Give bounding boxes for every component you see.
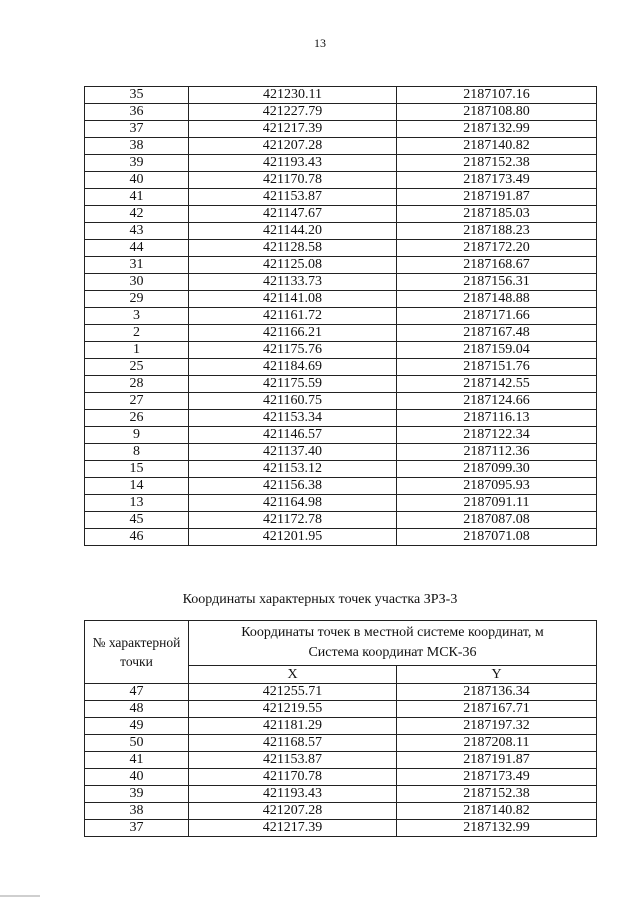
x-coordinate-cell: 421133.73: [189, 274, 397, 291]
x-coordinate-cell: 421170.78: [189, 172, 397, 189]
table-row: [85, 138, 597, 155]
scan-edge-mark: [0, 895, 40, 897]
point-number-cell: 40: [85, 172, 189, 189]
y-coordinate-cell: 2187191.87: [397, 752, 597, 769]
table-row: [85, 104, 597, 121]
y-coordinate-cell: 2187167.48: [397, 325, 597, 342]
x-coordinate-cell: 421153.87: [189, 189, 397, 206]
table-row: [85, 308, 597, 325]
point-number-cell: 8: [85, 444, 189, 461]
x-coordinate-cell: 421164.98: [189, 495, 397, 512]
table-row: [85, 121, 597, 138]
x-coordinate-cell: 421193.43: [189, 786, 397, 803]
y-coordinate-cell: 2187171.66: [397, 308, 597, 325]
point-number-cell: 1: [85, 342, 189, 359]
y-coordinate-cell: 2187142.55: [397, 376, 597, 393]
point-number-cell: 48: [85, 701, 189, 718]
x-coordinate-cell: 421141.08: [189, 291, 397, 308]
header-x: X: [189, 666, 397, 684]
x-coordinate-cell: 421207.28: [189, 138, 397, 155]
table-row: [85, 495, 597, 512]
table-row: [85, 257, 597, 274]
y-coordinate-cell: 2187087.08: [397, 512, 597, 529]
point-number-cell: 14: [85, 478, 189, 495]
point-number-cell: 40: [85, 769, 189, 786]
table-row: [85, 803, 597, 820]
y-coordinate-cell: 2187112.36: [397, 444, 597, 461]
point-number-cell: 3: [85, 308, 189, 325]
x-coordinate-cell: 421201.95: [189, 529, 397, 546]
x-coordinate-cell: 421170.78: [189, 769, 397, 786]
point-number-cell: 31: [85, 257, 189, 274]
y-coordinate-cell: 2187156.31: [397, 274, 597, 291]
x-coordinate-cell: 421184.69: [189, 359, 397, 376]
table-row: [85, 359, 597, 376]
y-coordinate-cell: 2187108.80: [397, 104, 597, 121]
table-row: [85, 769, 597, 786]
x-coordinate-cell: 421153.87: [189, 752, 397, 769]
table-row: [85, 752, 597, 769]
coordinates-table-zrz3: [84, 620, 597, 837]
table-row: [85, 223, 597, 240]
y-coordinate-cell: 2187132.99: [397, 820, 597, 837]
point-number-cell: 29: [85, 291, 189, 308]
x-coordinate-cell: 421175.76: [189, 342, 397, 359]
table-row: [85, 240, 597, 257]
x-coordinate-cell: 421172.78: [189, 512, 397, 529]
x-coordinate-cell: 421156.38: [189, 478, 397, 495]
point-number-cell: 46: [85, 529, 189, 546]
x-coordinate-cell: 421153.34: [189, 410, 397, 427]
y-coordinate-cell: 2187152.38: [397, 155, 597, 172]
table-row: [85, 393, 597, 410]
y-coordinate-cell: 2187116.13: [397, 410, 597, 427]
x-coordinate-cell: 421166.21: [189, 325, 397, 342]
x-coordinate-cell: 421161.72: [189, 308, 397, 325]
table-row: [85, 786, 597, 803]
point-number-cell: 38: [85, 138, 189, 155]
table-row: [85, 376, 597, 393]
y-coordinate-cell: 2187124.66: [397, 393, 597, 410]
section-title: Координаты характерных точек участка ЗРЗ-3: [182, 592, 458, 607]
table-row: [85, 718, 597, 735]
y-coordinate-cell: 2187095.93: [397, 478, 597, 495]
y-coordinate-cell: 2187159.04: [397, 342, 597, 359]
x-coordinate-cell: 421219.55: [189, 701, 397, 718]
y-coordinate-cell: 2187185.03: [397, 206, 597, 223]
point-number-cell: 28: [85, 376, 189, 393]
y-coordinate-cell: 2187136.34: [397, 684, 597, 701]
x-coordinate-cell: 421230.11: [189, 87, 397, 104]
point-number-cell: 36: [85, 104, 189, 121]
x-coordinate-cell: 421147.67: [189, 206, 397, 223]
point-number-cell: 49: [85, 718, 189, 735]
table-row: [85, 342, 597, 359]
point-number-cell: 30: [85, 274, 189, 291]
x-coordinate-cell: 421137.40: [189, 444, 397, 461]
x-coordinate-cell: 421160.75: [189, 393, 397, 410]
y-coordinate-cell: 2187099.30: [397, 461, 597, 478]
y-coordinate-cell: 2187191.87: [397, 189, 597, 206]
y-coordinate-cell: 2187107.16: [397, 87, 597, 104]
table-body: [85, 684, 597, 837]
table-row: [85, 512, 597, 529]
header-coordinates-line2: Система координат МСК-36: [308, 645, 477, 661]
y-coordinate-cell: 2187152.38: [397, 786, 597, 803]
table-row: [85, 427, 597, 444]
table-row: [85, 206, 597, 223]
table-row: [85, 274, 597, 291]
table-row: [85, 529, 597, 546]
point-number-cell: 47: [85, 684, 189, 701]
y-coordinate-cell: 2187188.23: [397, 223, 597, 240]
x-coordinate-cell: 421128.58: [189, 240, 397, 257]
y-coordinate-cell: 2187140.82: [397, 803, 597, 820]
x-coordinate-cell: 421207.28: [189, 803, 397, 820]
x-coordinate-cell: 421175.59: [189, 376, 397, 393]
table-row: [85, 87, 597, 104]
table-row: [85, 735, 597, 752]
page-number: 13: [314, 36, 326, 50]
table-row: [85, 701, 597, 718]
table-row: [85, 461, 597, 478]
header-point-number: [85, 621, 189, 684]
point-number-cell: 43: [85, 223, 189, 240]
point-number-cell: 9: [85, 427, 189, 444]
y-coordinate-cell: 2187168.67: [397, 257, 597, 274]
point-number-cell: 25: [85, 359, 189, 376]
x-coordinate-cell: 421144.20: [189, 223, 397, 240]
point-number-cell: 42: [85, 206, 189, 223]
header-point-number-text: № характерной точки: [92, 635, 181, 669]
table-row: [85, 684, 597, 701]
x-coordinate-cell: 421227.79: [189, 104, 397, 121]
x-coordinate-cell: 421168.57: [189, 735, 397, 752]
table-row: [85, 291, 597, 308]
y-coordinate-cell: 2187091.11: [397, 495, 597, 512]
x-coordinate-cell: 421217.39: [189, 121, 397, 138]
coordinates-table-continued: [84, 86, 597, 546]
table-row: [85, 444, 597, 461]
table-row: [85, 172, 597, 189]
point-number-cell: 39: [85, 155, 189, 172]
y-coordinate-cell: 2187197.32: [397, 718, 597, 735]
point-number-cell: 35: [85, 87, 189, 104]
x-coordinate-cell: 421125.08: [189, 257, 397, 274]
x-coordinate-cell: 421153.12: [189, 461, 397, 478]
x-coordinate-cell: 421217.39: [189, 820, 397, 837]
point-number-cell: 50: [85, 735, 189, 752]
y-coordinate-cell: 2187132.99: [397, 121, 597, 138]
table-row: [85, 155, 597, 172]
point-number-cell: 44: [85, 240, 189, 257]
point-number-cell: 38: [85, 803, 189, 820]
point-number-cell: 37: [85, 820, 189, 837]
y-coordinate-cell: 2187173.49: [397, 769, 597, 786]
point-number-cell: 37: [85, 121, 189, 138]
y-coordinate-cell: 2187173.49: [397, 172, 597, 189]
point-number-cell: 2: [85, 325, 189, 342]
table-row: [85, 189, 597, 206]
header-coordinates-line1: Координаты точек в местной системе координат, м: [241, 625, 544, 641]
point-number-cell: 41: [85, 189, 189, 206]
point-number-cell: 26: [85, 410, 189, 427]
y-coordinate-cell: 2187071.08: [397, 529, 597, 546]
x-coordinate-cell: 421255.71: [189, 684, 397, 701]
table-body: [85, 87, 597, 546]
y-coordinate-cell: 2187122.34: [397, 427, 597, 444]
table-row: [85, 410, 597, 427]
x-coordinate-cell: 421146.57: [189, 427, 397, 444]
y-coordinate-cell: 2187140.82: [397, 138, 597, 155]
point-number-cell: 39: [85, 786, 189, 803]
point-number-cell: 45: [85, 512, 189, 529]
y-coordinate-cell: 2187172.20: [397, 240, 597, 257]
table-row: [85, 325, 597, 342]
y-coordinate-cell: 2187151.76: [397, 359, 597, 376]
header-coordinates: [189, 621, 597, 666]
point-number-cell: 27: [85, 393, 189, 410]
table-row: [85, 478, 597, 495]
point-number-cell: 41: [85, 752, 189, 769]
header-y: Y: [397, 666, 597, 684]
point-number-cell: 15: [85, 461, 189, 478]
x-coordinate-cell: 421193.43: [189, 155, 397, 172]
table-row: [85, 820, 597, 837]
point-number-cell: 13: [85, 495, 189, 512]
y-coordinate-cell: 2187167.71: [397, 701, 597, 718]
y-coordinate-cell: 2187208.11: [397, 735, 597, 752]
y-coordinate-cell: 2187148.88: [397, 291, 597, 308]
x-coordinate-cell: 421181.29: [189, 718, 397, 735]
